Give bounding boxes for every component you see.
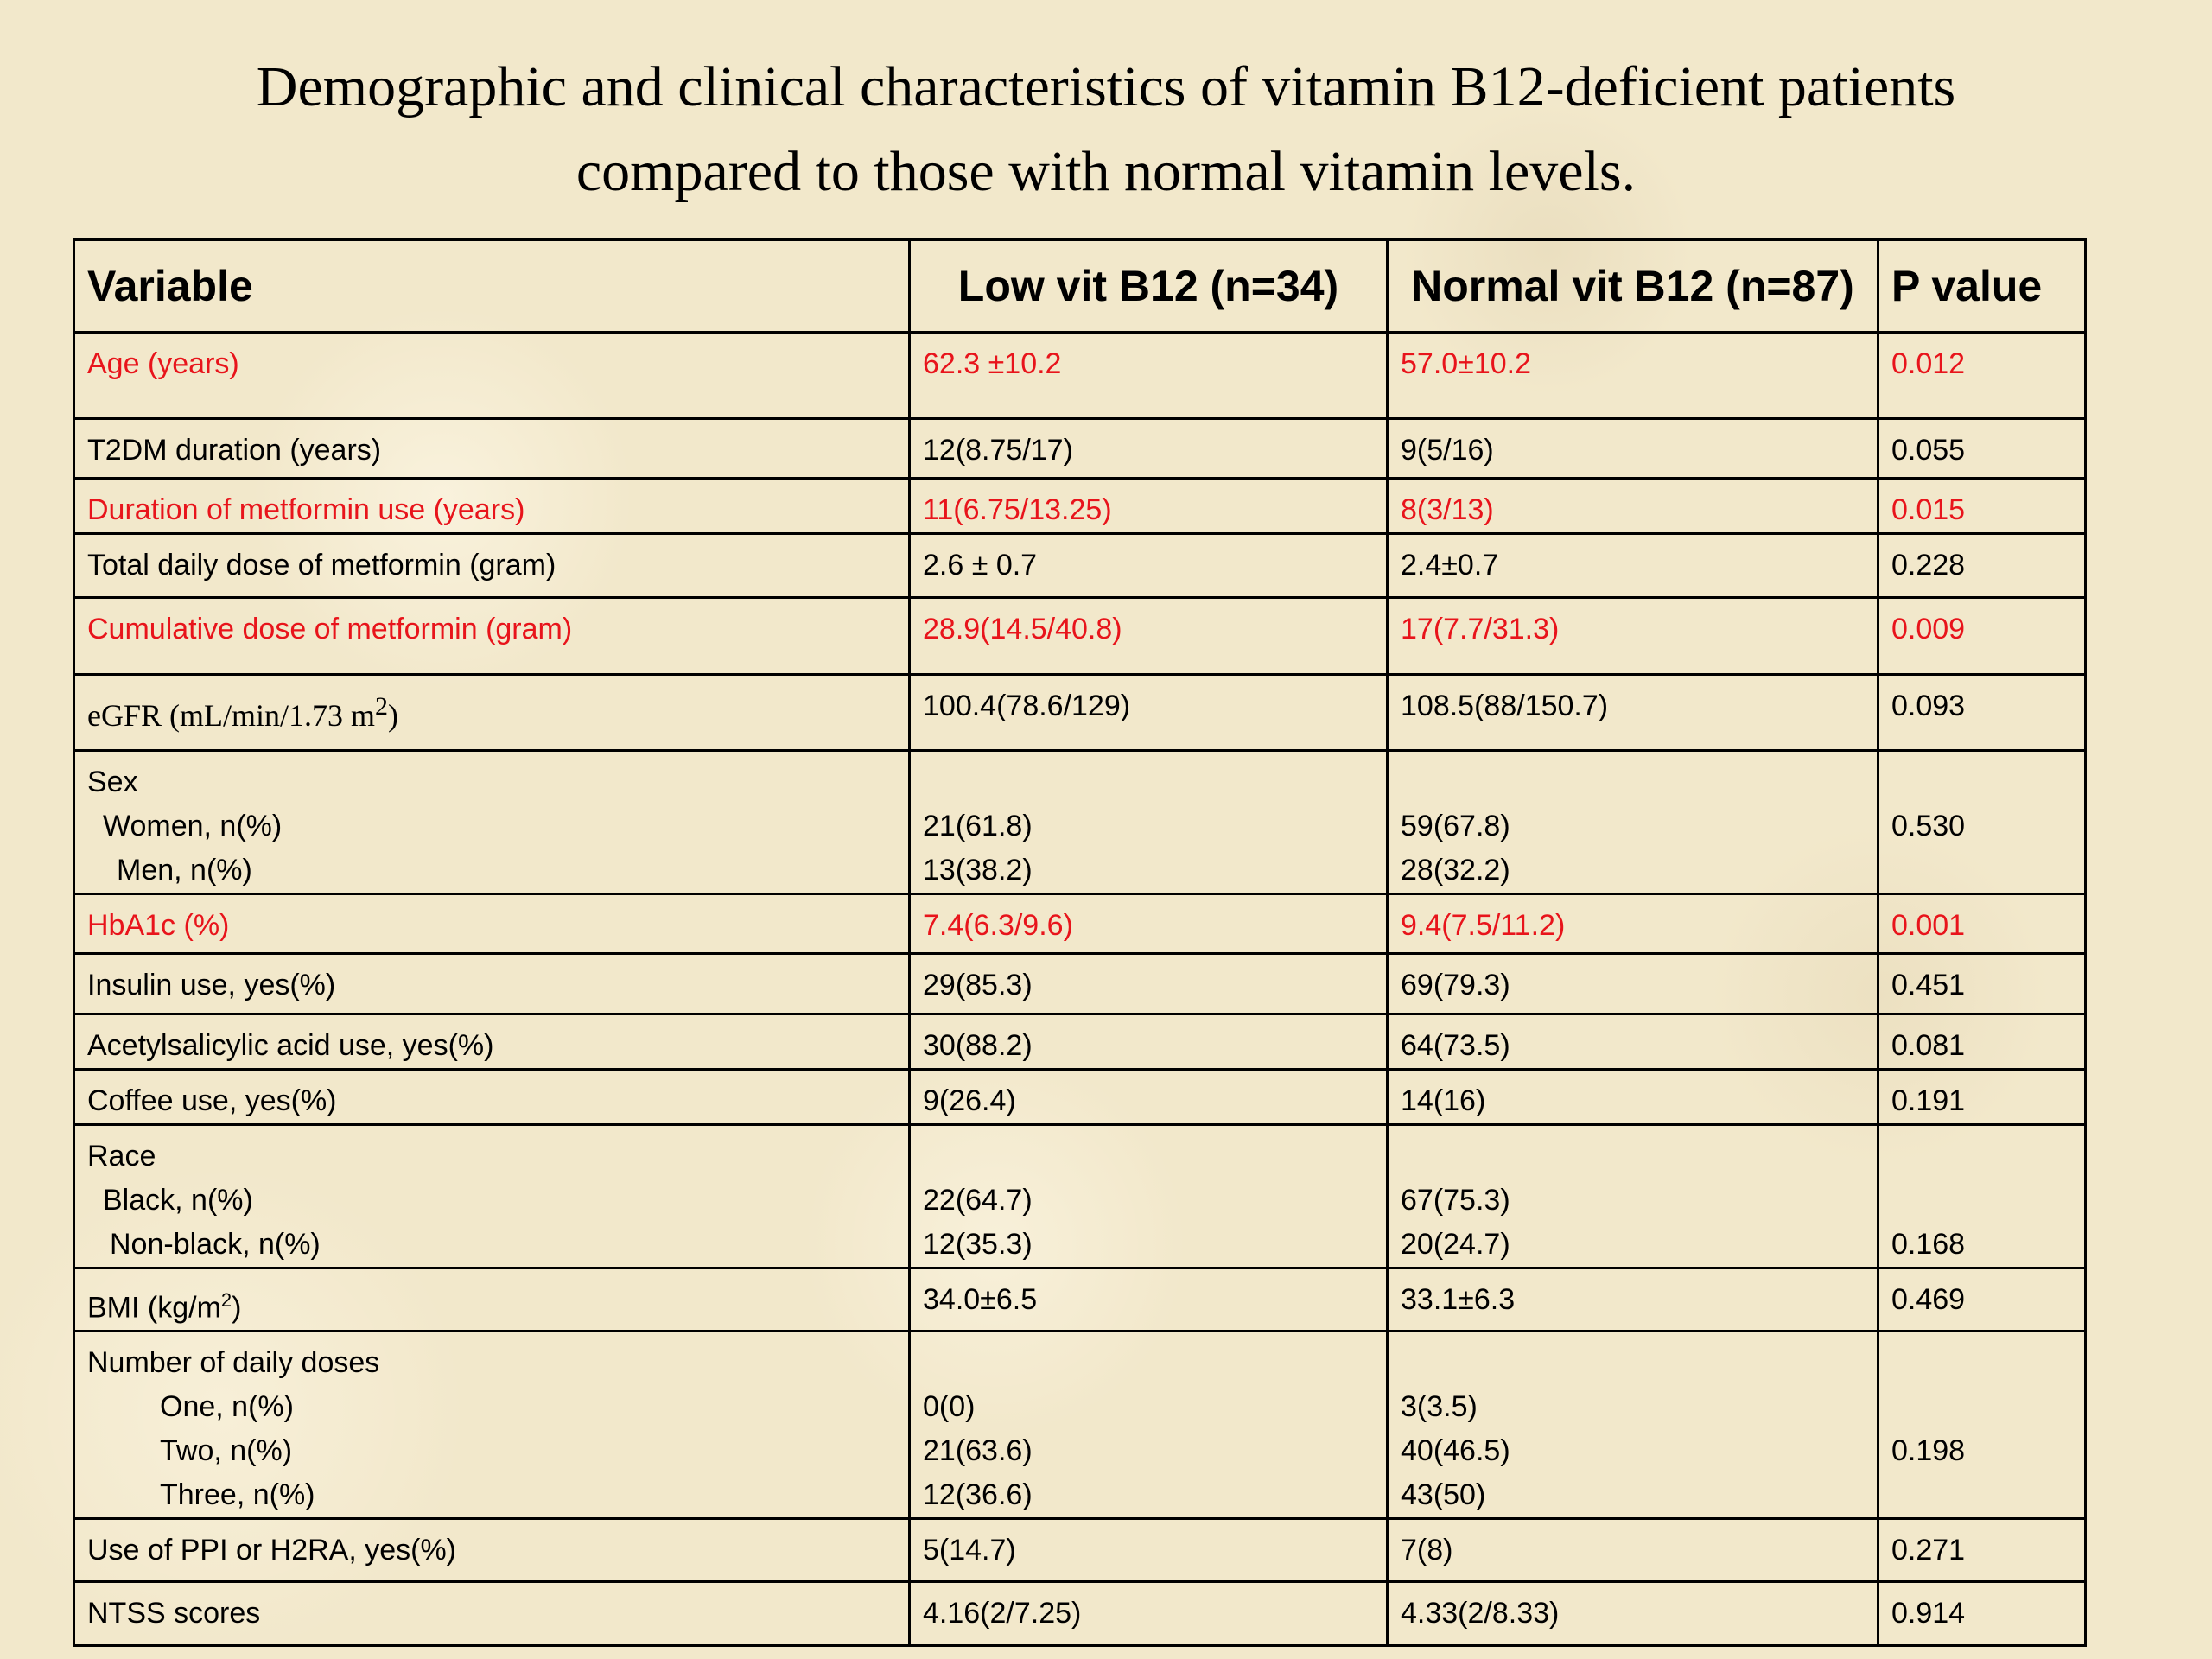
header-variable: Variable <box>74 240 910 333</box>
sex-men-label: Men, n(%) <box>117 854 252 887</box>
doses-three-label: Three, n(%) <box>160 1478 315 1512</box>
title-line-1: Demographic and clinical characteristics of vitamin B12-deficient patients <box>256 55 1956 118</box>
cell-label <box>74 675 910 751</box>
cell-normal: 33.1±6.3 <box>1388 1268 1878 1332</box>
characteristics-table <box>73 238 2087 1647</box>
cell-low: 7.4(6.3/9.6) <box>910 894 1388 954</box>
title-line-2: compared to those with normal vitamin levels. <box>575 140 1637 203</box>
table-row-metformin-duration <box>74 479 2086 534</box>
cell-label: T2DM duration (years) <box>74 419 910 479</box>
cell-low: 28.9(14.5/40.8) <box>910 598 1388 675</box>
cell-label: Use of PPI or H2RA, yes(%) <box>74 1519 910 1582</box>
normal-one: 3(3.5) <box>1401 1390 1478 1424</box>
cell-label <box>74 751 910 894</box>
cell-normal: 64(73.5) <box>1388 1014 1878 1070</box>
cell-normal: 14(16) <box>1388 1070 1878 1125</box>
cell-p: 0.009 <box>1878 598 2086 675</box>
cell-p: 0.081 <box>1878 1014 2086 1070</box>
cell-normal: 9(5/16) <box>1388 419 1878 479</box>
cell-label <box>74 1332 910 1519</box>
normal-nonblack: 20(24.7) <box>1401 1228 1510 1261</box>
cell-normal <box>1388 1125 1878 1268</box>
cell-normal: 17(7.7/31.3) <box>1388 598 1878 675</box>
cell-label: Age (years) <box>74 333 910 419</box>
doses-p: 0.198 <box>1891 1434 1966 1468</box>
table-row-ppi <box>74 1519 2086 1582</box>
cell-normal: 7(8) <box>1388 1519 1878 1582</box>
cell-normal: 2.4±0.7 <box>1388 534 1878 598</box>
cell-p: 0.001 <box>1878 894 2086 954</box>
cell-low: 4.16(2/7.25) <box>910 1582 1388 1646</box>
doses-two-label: Two, n(%) <box>160 1434 293 1468</box>
egfr-label-close: ) <box>388 698 398 733</box>
cell-low <box>910 1332 1388 1519</box>
table-row-ntss <box>74 1582 2086 1646</box>
sex-women-label: Women, n(%) <box>103 810 283 842</box>
cell-label: Duration of metformin use (years) <box>74 479 910 534</box>
cell-normal: 9.4(7.5/11.2) <box>1388 894 1878 954</box>
low-black: 22(64.7) <box>923 1184 1033 1217</box>
cell-p: 0.914 <box>1878 1582 2086 1646</box>
cell-label <box>74 1268 910 1332</box>
low-nonblack: 12(35.3) <box>923 1228 1033 1261</box>
cell-low <box>910 751 1388 894</box>
cell-p: 0.012 <box>1878 333 2086 419</box>
cell-p: 0.271 <box>1878 1519 2086 1582</box>
header-p-value: P value <box>1878 240 2086 333</box>
cell-low: 62.3 ±10.2 <box>910 333 1388 419</box>
low-three: 12(36.6) <box>923 1478 1033 1512</box>
race-label: Race <box>87 1140 156 1173</box>
cell-low: 5(14.7) <box>910 1519 1388 1582</box>
table-row-coffee <box>74 1070 2086 1125</box>
header-low-b12: Low vit B12 (n=34) <box>910 240 1388 333</box>
bmi-label-superscript: 2 <box>220 1289 232 1311</box>
sex-p: 0.530 <box>1891 810 1966 842</box>
table-row-race <box>74 1125 2086 1268</box>
normal-three: 43(50) <box>1401 1478 1486 1512</box>
egfr-label-superscript: 2 <box>375 692 388 721</box>
cell-low: 29(85.3) <box>910 954 1388 1014</box>
bmi-label-text: BMI (kg/m <box>87 1291 221 1325</box>
table-row-age <box>74 333 2086 419</box>
cell-p: 0.191 <box>1878 1070 2086 1125</box>
doses-one-label: One, n(%) <box>160 1390 294 1424</box>
sex-label: Sex <box>87 766 138 798</box>
race-black-label: Black, n(%) <box>103 1184 253 1217</box>
table-row-egfr <box>74 675 2086 751</box>
page-title <box>0 45 2212 214</box>
bmi-label-close: ) <box>232 1291 242 1325</box>
cell-low: 100.4(78.6/129) <box>910 675 1388 751</box>
table-row-bmi <box>74 1268 2086 1332</box>
cell-p: 0.451 <box>1878 954 2086 1014</box>
cell-normal: 69(79.3) <box>1388 954 1878 1014</box>
header-normal-b12: Normal vit B12 (n=87) <box>1388 240 1878 333</box>
low-one: 0(0) <box>923 1390 976 1424</box>
normal-two: 40(46.5) <box>1401 1434 1510 1468</box>
normal-black: 67(75.3) <box>1401 1184 1510 1217</box>
cell-low: 34.0±6.5 <box>910 1268 1388 1332</box>
cell-label: Coffee use, yes(%) <box>74 1070 910 1125</box>
cell-low: 2.6 ± 0.7 <box>910 534 1388 598</box>
table-row-daily-doses <box>74 1332 2086 1519</box>
table-row-sex <box>74 751 2086 894</box>
low-men: 13(38.2) <box>923 854 1033 887</box>
cell-p <box>1878 1125 2086 1268</box>
table-row-daily-dose <box>74 534 2086 598</box>
cell-normal <box>1388 751 1878 894</box>
cell-label: Insulin use, yes(%) <box>74 954 910 1014</box>
cell-normal: 108.5(88/150.7) <box>1388 675 1878 751</box>
low-women: 21(61.8) <box>923 810 1033 842</box>
race-nonblack-label: Non-black, n(%) <box>110 1228 321 1261</box>
cell-low: 12(8.75/17) <box>910 419 1388 479</box>
normal-women: 59(67.8) <box>1401 810 1510 842</box>
cell-normal: 4.33(2/8.33) <box>1388 1582 1878 1646</box>
cell-p: 0.015 <box>1878 479 2086 534</box>
low-two: 21(63.6) <box>923 1434 1033 1468</box>
cell-p: 0.469 <box>1878 1268 2086 1332</box>
cell-normal: 57.0±10.2 <box>1388 333 1878 419</box>
header-row <box>74 240 2086 333</box>
table-row-t2dm <box>74 419 2086 479</box>
cell-normal: 8(3/13) <box>1388 479 1878 534</box>
doses-label: Number of daily doses <box>87 1346 380 1380</box>
cell-p: 0.055 <box>1878 419 2086 479</box>
cell-low: 30(88.2) <box>910 1014 1388 1070</box>
table-row-asa <box>74 1014 2086 1070</box>
cell-p: 0.093 <box>1878 675 2086 751</box>
table-row-hba1c <box>74 894 2086 954</box>
cell-low <box>910 1125 1388 1268</box>
table-row-insulin <box>74 954 2086 1014</box>
cell-label: NTSS scores <box>74 1582 910 1646</box>
cell-p: 0.228 <box>1878 534 2086 598</box>
table-row-cumulative-dose <box>74 598 2086 675</box>
cell-normal <box>1388 1332 1878 1519</box>
egfr-label-text: eGFR (mL/min/1.73 m <box>87 698 375 733</box>
cell-label: Cumulative dose of metformin (gram) <box>74 598 910 675</box>
race-p: 0.168 <box>1891 1228 1966 1261</box>
cell-label: Total daily dose of metformin (gram) <box>74 534 910 598</box>
cell-label: HbA1c (%) <box>74 894 910 954</box>
cell-low: 11(6.75/13.25) <box>910 479 1388 534</box>
cell-low: 9(26.4) <box>910 1070 1388 1125</box>
cell-p <box>1878 1332 2086 1519</box>
cell-label: Acetylsalicylic acid use, yes(%) <box>74 1014 910 1070</box>
normal-men: 28(32.2) <box>1401 854 1510 887</box>
cell-label <box>74 1125 910 1268</box>
cell-p <box>1878 751 2086 894</box>
